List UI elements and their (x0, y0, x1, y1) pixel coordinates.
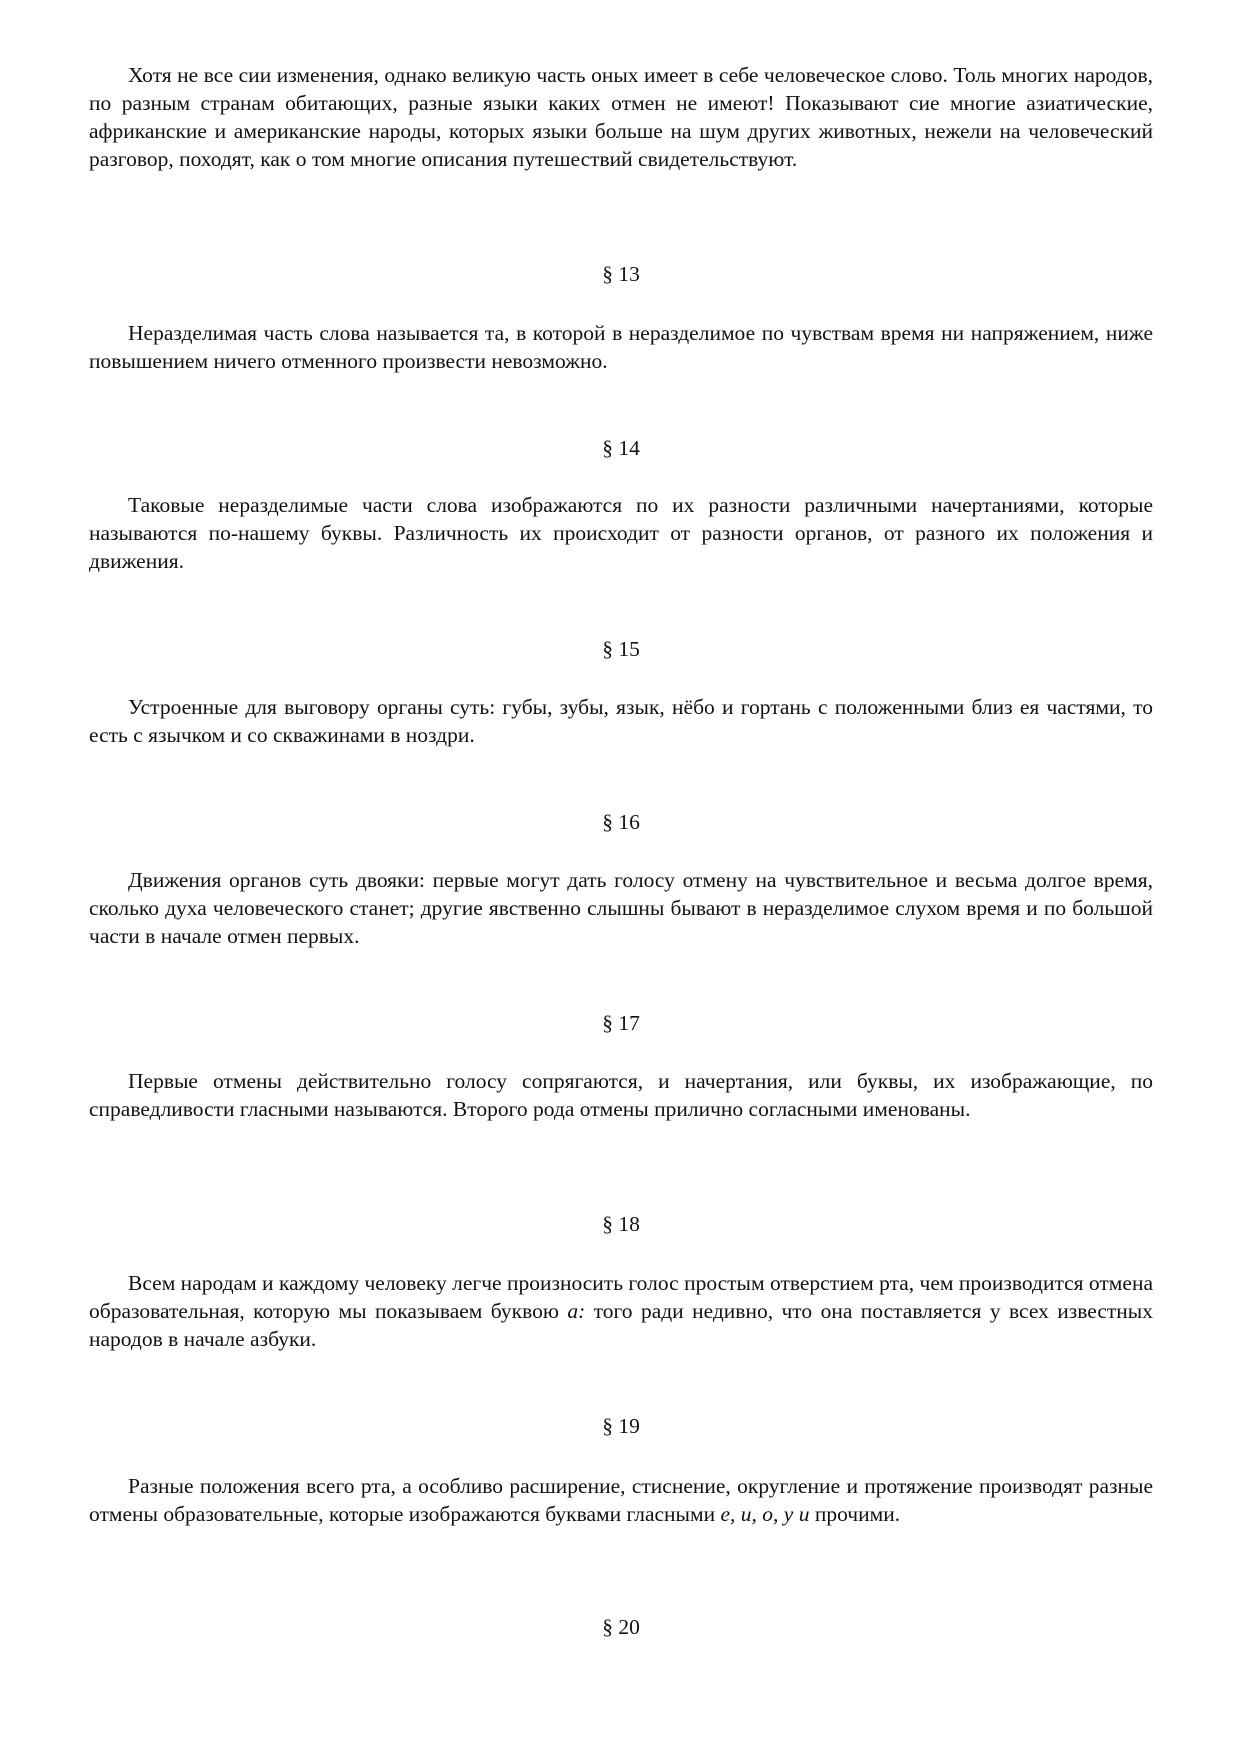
paragraph-17: Первые отмены действительно голосу сопрягаются, и начертания, или буквы, их изображающие, по справедливости гласными называются. Второго рода отмены прилично согласными именованы. (89, 1069, 1153, 1121)
paragraph-19 (89, 1472, 1153, 1528)
paragraph-13: Неразделимая часть слова называется та, в которой в неразделимое по чувствам время ни напряжением, ниже повышением ничего отменного произвести невозможно. (89, 321, 1153, 373)
section-heading-13: § 13 (602, 262, 640, 286)
paragraph-18-text-2: того ради недивно, что она поставляется у всех известных народов в начале азбуки. (89, 1299, 1153, 1351)
paragraph-14: Таковые неразделимые части слова изображаются по их разности различными начертаниями, которые называются по-нашему буквы. Различность их происходит от разности органов, от разного их положения и движения. (89, 493, 1153, 573)
paragraph-15: Устроенные для выговору органы суть: губы, зубы, язык, нёбо и гортань с положенными близ ея частями, то есть с язычком и со скважинами в ноздри. (89, 695, 1153, 747)
section-heading-16: § 16 (602, 810, 640, 834)
paragraph-19-text-1: Разные положения всего рта, а особливо расширение, стиснение, округление и протяжение производят разные отмены образовательные, которые изображаются буквами гласными (89, 1474, 1153, 1526)
paragraph-16: Движения органов суть двояки: первые могут дать голосу отмену на чувствительное и весьма долгое время, сколько духа человеческого станет; другие явственно слышны бывают в неразделимое слухом время и по большой части в начале отмен первых. (89, 868, 1153, 948)
paragraph-19-italic-letters: е, и, о, у и (720, 1502, 810, 1526)
paragraph-19-text-2: прочими. (809, 1502, 901, 1526)
section-heading-20: § 20 (602, 1615, 640, 1639)
paragraph-18 (89, 1269, 1153, 1353)
section-heading-15: § 15 (602, 637, 640, 661)
paragraph-18-text-1: Всем народам и каждому человеку легче произносить голос простым отверстием рта, чем производится отмена образовательная, которую мы показываем буквою (89, 1271, 1153, 1323)
paragraph-12: Хотя не все сии изменения, однако великую часть оных имеет в себе человеческое слово. Толь многих народов, по разным странам обитающих, разные языки каких отмен не имеют! Показывают сие многие азиатические, африканские и американские народы, которых языки больше на шум других животных, нежели на человеческий разговор, походят, как о том многие описания путешествий свидетельствуют. (89, 63, 1153, 171)
paragraph-18-italic-letter: а: (567, 1299, 586, 1323)
section-heading-19: § 19 (602, 1414, 640, 1438)
section-heading-14: § 14 (602, 436, 640, 460)
section-heading-18: § 18 (602, 1212, 640, 1236)
section-heading-17: § 17 (602, 1011, 640, 1035)
